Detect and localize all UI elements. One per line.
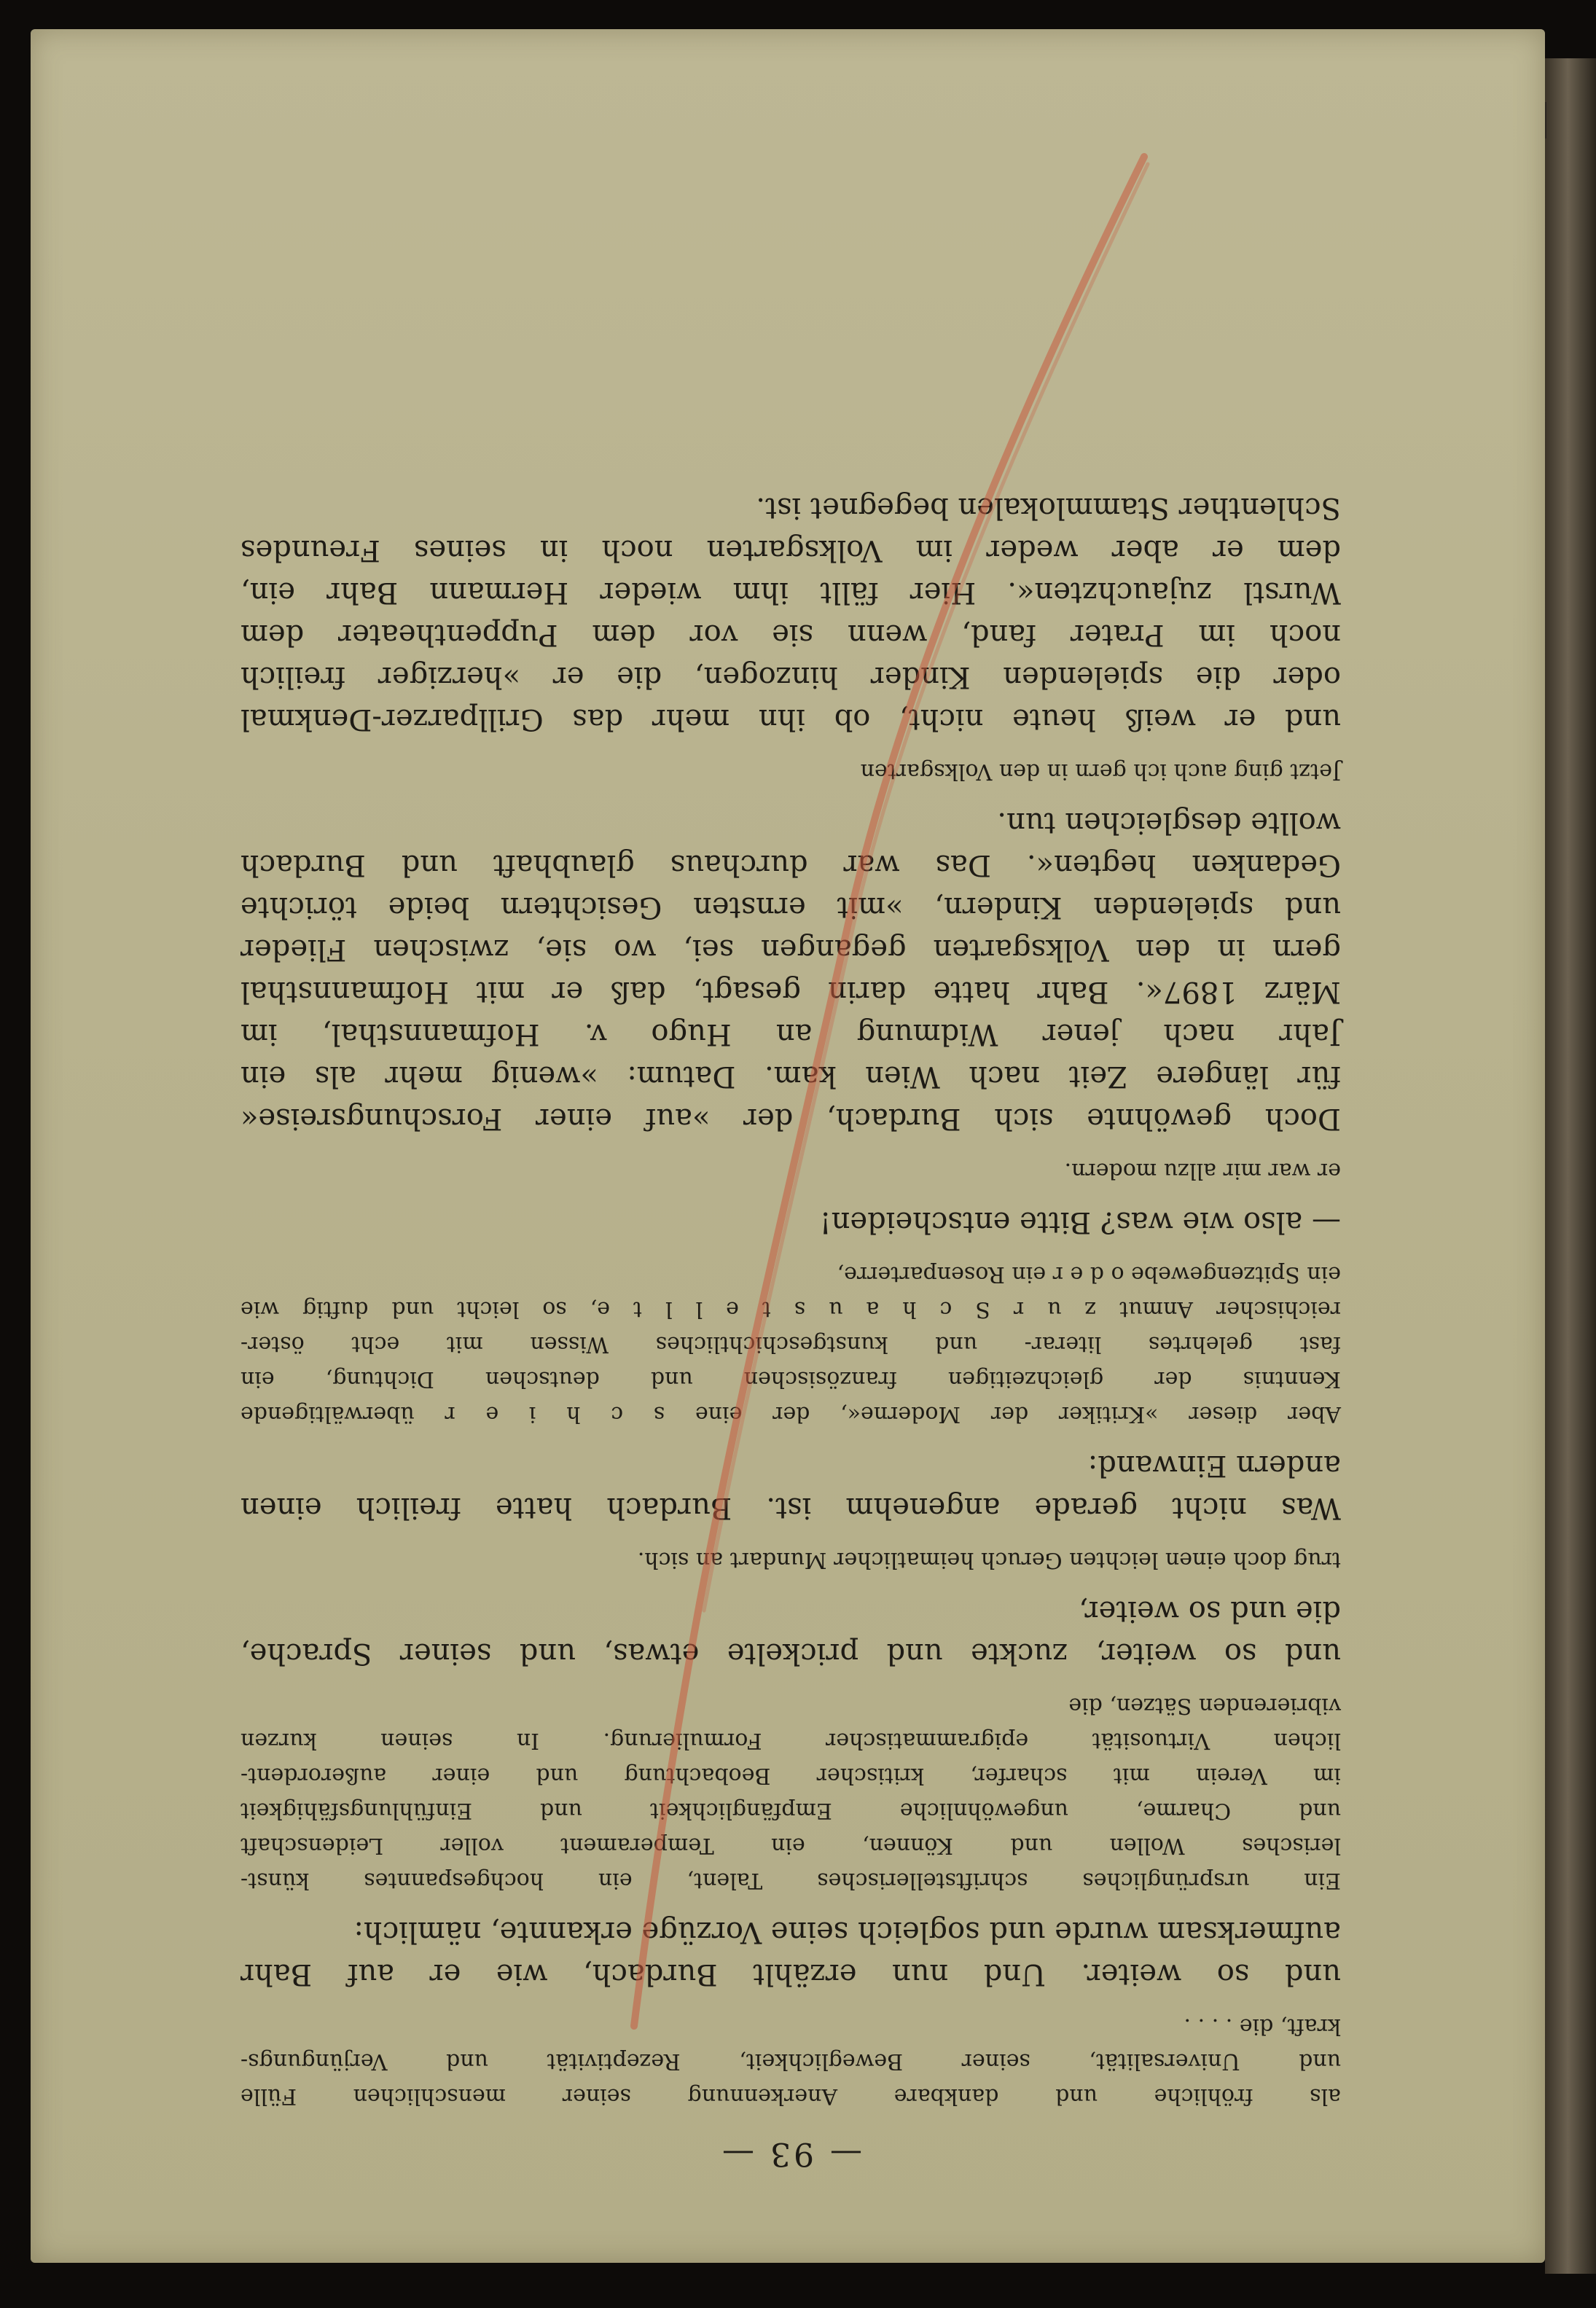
quote-line: Jetzt ging auch ich gern in den Volksgarten — [860, 759, 1341, 784]
quote-line: im Verein mit scharfer, kritischer Beobachtung und einer außerordent- — [240, 1763, 1341, 1788]
paragraph-gap — [240, 1243, 1341, 1256]
body-line: Jahr nach jener Widmung an Hugo v. Hofmannsthal, im — [240, 1017, 1341, 1051]
body-line: und er weiß heute nicht, ob ihn mehr das Grillparzer-Denkmal — [240, 703, 1341, 736]
quote-line: Ein ursprüngliches schriftstellerisches Talent, ein hochgespanntes künst- — [240, 1868, 1341, 1893]
quote-line: und Charme, ungewöhnliche Empfänglichkeit und Einfühlungsfähigkeit — [240, 1798, 1341, 1823]
paragraph-gap — [240, 1995, 1341, 2008]
quote-line: er war mir allzu modern. — [1064, 1158, 1341, 1184]
quote-line: kraft, die . . . . — [1184, 2014, 1341, 2039]
quote-line: Kenntnis der gleichzeitigen französischen und deutschen Dichtung, ein — [240, 1366, 1341, 1392]
quote-line: trug doch einen leichten Geruch heimatlicher Mundart an sich. — [637, 1547, 1341, 1573]
body-line: Was nicht gerade angenehm ist. Burdach hatte freilich einen — [240, 1491, 1341, 1525]
quote-line: und Universalität, seiner Beweglichkeit, Rezeptivität und Verjüngungs- — [240, 2049, 1341, 2074]
text-lines — [240, 487, 1341, 2113]
paragraph-gap — [240, 789, 1341, 802]
paragraph-gap — [240, 1577, 1341, 1590]
body-line: oder die spielenden Kinder hinzogen, die er »herziger freilich — [240, 660, 1341, 694]
quote-line: als fröhliche und dankbare Anerkennung seiner menschlichen Fülle — [240, 2084, 1341, 2109]
body-line: für längere Zeit nach Wien kam. Datum: »wenig mehr als ein — [240, 1060, 1341, 1093]
body-line: und so weiter, zuckte und prickelte etwas, und seiner Sprache, — [240, 1637, 1341, 1670]
body-line: wollte desgleichen tun. — [997, 806, 1341, 840]
quote-line: ein Spitzengewebe o d e r ein Rosenparterre, — [837, 1261, 1341, 1287]
body-line: andern Einwand: — [1087, 1449, 1341, 1482]
book-spine — [1545, 58, 1596, 2274]
body-line: Wurstl zujauchzten«. Hier fällt ihm wieder Hermann Bahr ein, — [240, 576, 1341, 609]
body-line: und so weiter. Und nun erzählt Burdach, wie er auf Bahr — [240, 1957, 1341, 1991]
rotated-text-block — [240, 343, 1341, 2194]
body-line: Schlenther Stammlokalen begegnet ist. — [756, 491, 1341, 525]
edge-mark — [1545, 102, 1546, 138]
body-line: noch im Prater fand, wenn sie vor dem Puppentheater dem — [240, 618, 1341, 652]
page-number: — 93 — — [719, 2135, 862, 2172]
quote-line: lichen Virtuosität epigrammatischer Formulierung. In seinen kurzen — [240, 1728, 1341, 1753]
paragraph-gap — [240, 1529, 1341, 1542]
body-line: — also wie was? Bitte entscheiden! — [819, 1205, 1341, 1239]
quote-line: Aber dieser »Kritiker der Moderne«, der eine s c h i e r überwältigende — [240, 1401, 1341, 1427]
body-line: März 1897«. Bahr hatte darin gesagt, daß er mit Hofmannsthal — [240, 975, 1341, 1009]
body-line: aufmerksam wurde und sogleich seine Vorzüge erkannte, nämlich: — [353, 1915, 1341, 1949]
quote-line: reichischer Anmut z u r S c h a u s t e l l t e, so leicht und duftig wie — [240, 1296, 1341, 1322]
body-line: die und so weiter, — [1079, 1595, 1341, 1628]
quote-line: lerisches Wollen und Können, ein Temperament voller Leidenschaft — [240, 1833, 1341, 1858]
body-line: und spielenden Kindern, »mit ernsten Gesichtern beide törichte — [240, 891, 1341, 924]
body-line: dem er aber weder im Volksgarten noch in seines Freundes — [240, 533, 1341, 567]
paragraph-gap — [240, 1898, 1341, 1911]
body-line: Gedanken hegten«. Das war durchaus glaubhaft und Burdach — [240, 848, 1341, 882]
paragraph-gap — [240, 1140, 1341, 1153]
quote-line: fast gelehrtes literar- und kunstgeschichtliches Wissen mit echt öster- — [240, 1331, 1341, 1357]
paragraph-gap — [240, 1675, 1341, 1688]
paragraph-gap — [240, 1188, 1341, 1201]
body-line: Doch gewöhnte sich Burdach, der »auf einer Forschungsreise« — [240, 1102, 1341, 1135]
body-line: gern in den Volksgarten gegangen sei, wo sie, zwischen Flieder — [240, 933, 1341, 966]
paragraph-gap — [240, 1431, 1341, 1444]
paragraph-gap — [240, 740, 1341, 754]
quote-line: vibrierenden Sätzen, die — [1068, 1693, 1341, 1718]
